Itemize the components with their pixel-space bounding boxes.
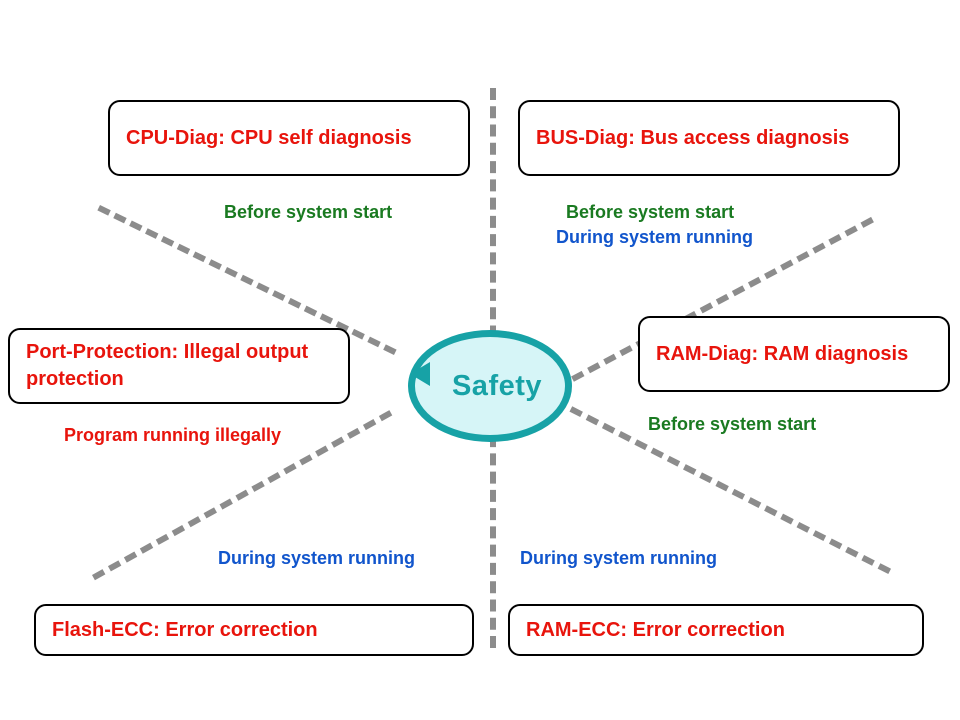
box-ram-diag-label: RAM-Diag: RAM diagnosis (656, 342, 909, 365)
center-node-label: Safety (451, 369, 543, 402)
annotation-cpu-timing: Before system start (224, 202, 393, 222)
annotation-ram-timing: Before system start (648, 414, 817, 434)
box-flash-ecc-label: Flash-ECC: Error correction (52, 618, 318, 641)
box-port-protection-label: Port-Protection: Illegal output protection (26, 341, 309, 390)
box-ram-ecc-label: RAM-ECC: Error correction (526, 618, 785, 641)
box-ram-ecc[interactable] (508, 604, 924, 656)
box-cpu-diag-label: CPU-Diag: CPU self diagnosis (126, 126, 412, 149)
annotation-port-condition: Program running illegally (64, 425, 282, 445)
box-bus-diag[interactable] (518, 100, 900, 176)
box-bus-diag-label: BUS-Diag: Bus access diagnosis (536, 126, 850, 149)
annotation-bus-timing-2: During system running (556, 227, 754, 247)
box-port-protection[interactable] (8, 328, 350, 404)
annotation-ramecc-timing: During system running (520, 548, 718, 568)
annotation-bus-timing-1: Before system start (566, 202, 735, 222)
box-cpu-diag[interactable] (108, 100, 470, 176)
box-flash-ecc[interactable] (34, 604, 474, 656)
annotation-flash-timing: During system running (218, 548, 416, 568)
box-ram-diag[interactable] (638, 316, 950, 392)
